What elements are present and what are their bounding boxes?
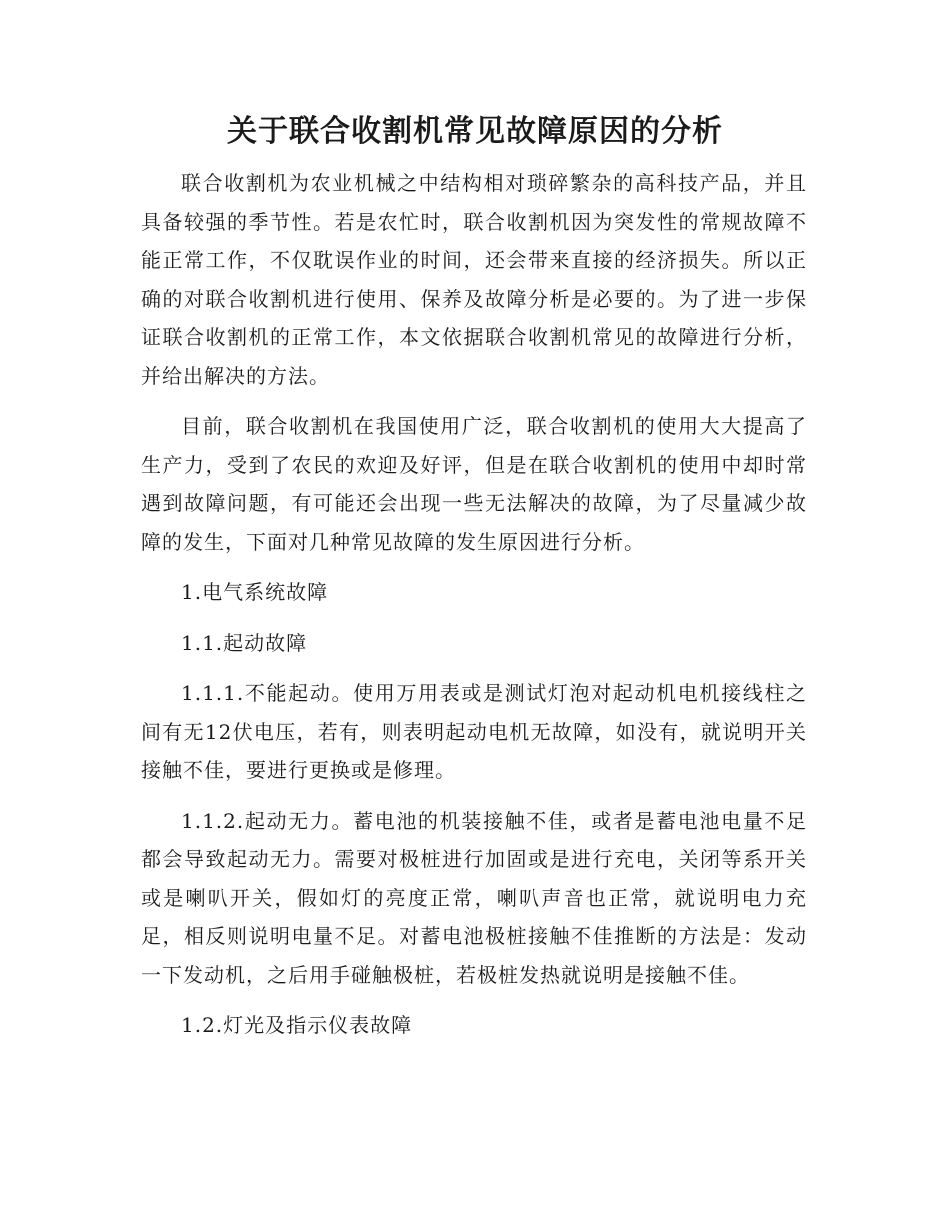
paragraph-background: 目前，联合收割机在我国使用广泛，联合收割机的使用大大提高了生产力，受到了农民的欢迎及好评，但是在联合收割机的使用中却时常遇到故障问题，有可能还会出现一些无法解决的故障，为了尽量减少故障的发生，下面对几种常见故障的发生原因进行分析。 (141, 414, 807, 554)
document-title: 关于联合收割机常见故障原因的分析 (227, 114, 723, 149)
subsection-heading-lights-gauges: 1.2.灯光及指示仪表故障 (181, 1013, 413, 1037)
paragraph-cannot-start: 1.1.1.不能起动。使用万用表或是测试灯泡对起动机电机接线柱之间有无12伏电压，若有，则表明起动电机无故障，如没有，就说明开关接触不佳，要进行更换或是修理。 (141, 681, 807, 782)
document-body (141, 164, 807, 1045)
paragraph-weak-start: 1.1.2.起动无力。蓄电池的机装接触不佳，或者是蓄电池电量不足都会导致起动无力。需要对极桩进行加固或是进行充电，关闭等系开关或是喇叭开关，假如灯的亮度正常，喇叭声音也正常，就说明电力充足，相反则说明电量不足。对蓄电池极桩接触不佳推断的方法是：发动一下发动机，之后用手碰触极桩，若极桩发热就说明是接触不佳。 (141, 808, 807, 987)
section-heading-electrical: 1.电气系统故障 (181, 580, 329, 604)
subsection-heading-starting: 1.1.起动故障 (181, 630, 308, 655)
paragraph-intro: 联合收割机为农业机械之中结构相对琐碎繁杂的高科技产品，并且具备较强的季节性。若是农忙时，联合收割机因为突发性的常规故障不能正常工作，不仅耽误作业的时间，还会带来直接的经济损失。所以正确的对联合收割机进行使用、保养及故障分析是必要的。为了进一步保证联合收割机的正常工作，本文依据联合收割机常见的故障进行分析，并给出解决的方法。 (141, 171, 807, 388)
